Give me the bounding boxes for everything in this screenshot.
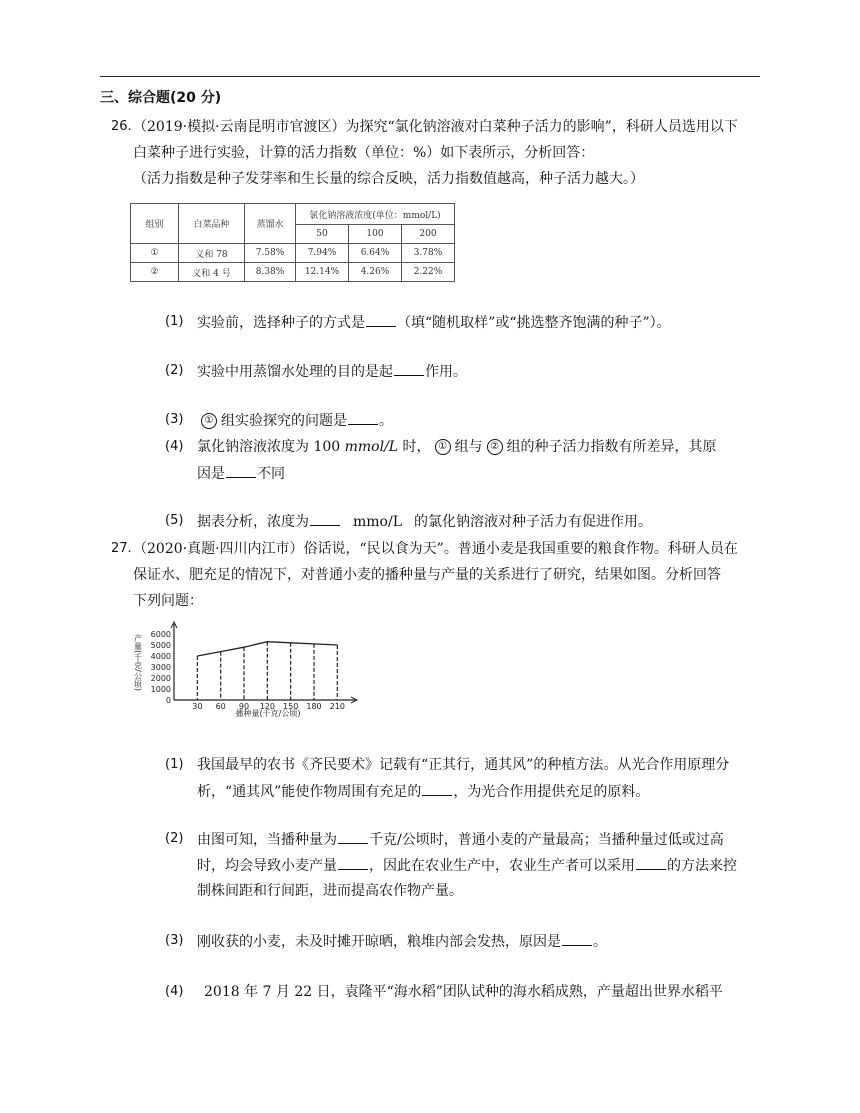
- q27-number: 27.: [111, 541, 132, 556]
- cell-v100: 6.64%: [349, 244, 402, 263]
- x-tick-label: 90: [238, 702, 250, 711]
- cell-water: 8.38%: [245, 263, 296, 282]
- q26-line2: 白菜种子进行实验，计算的活力指数（单位：%）如下表所示，分析回答：: [133, 145, 595, 161]
- cell-v200: 2.22%: [402, 263, 455, 282]
- th-water: 蒸馏水: [245, 204, 296, 244]
- yield-chart: [128, 620, 368, 720]
- answer-blank[interactable]: [348, 410, 378, 425]
- cell-v200: 3.78%: [402, 244, 455, 263]
- q27-sub3-number: (3): [165, 933, 184, 948]
- q26-sub3-number: (3): [165, 412, 184, 427]
- y-tick-label: 1000: [150, 685, 171, 694]
- chart-ylabel: 产量(千克/公顷): [133, 634, 143, 691]
- q27-line3: 下列问题：: [133, 593, 203, 609]
- table-row: [131, 244, 455, 263]
- cell-v50: 7.94%: [296, 244, 349, 263]
- y-tick-label: 2000: [150, 674, 171, 683]
- x-tick-label: 180: [306, 702, 322, 711]
- q26-sub5-text: 据表分析，浓度为 mmo/L 的氯化钠溶液对种子活力有促进作用。: [197, 511, 652, 532]
- q27-sub4-line1: 2018 年 7 月 22 日，袁隆平“海水稻”团队试种的海水稻成熟，产量超出世界水稻平: [204, 984, 723, 1000]
- q27-sub2-line3: 制株间距和行间距，进而提高农作物产量。: [197, 883, 463, 899]
- x-tick-label: 210: [329, 702, 345, 711]
- cell-variety: 义和 4 号: [179, 263, 245, 282]
- th-conc-200: 200: [402, 225, 455, 244]
- q26-sub4-line2: 因是 不同: [197, 463, 285, 484]
- cell-group: ①: [131, 244, 179, 263]
- table-row: [131, 263, 455, 282]
- q27-line2: 保证水、肥充足的情况下，对普通小麦的播种量与产量的关系进行了研究，结果如图。分析回答: [133, 567, 721, 583]
- y-tick-label: 6000: [150, 630, 171, 639]
- answer-blank[interactable]: [422, 781, 452, 796]
- th-nacl: 氯化钠溶液浓度(单位：mmol/L): [296, 204, 455, 225]
- section-title: 三、综合题(20 分): [100, 90, 222, 106]
- y-tick-label: 3000: [150, 663, 171, 672]
- q26-data-table: [130, 203, 455, 282]
- q27-sub3-text: 刚收获的小麦，未及时摊开晾晒，粮堆内部会发热，原因是 。: [197, 931, 607, 952]
- th-variety: 白菜品种: [179, 204, 245, 244]
- answer-blank[interactable]: [338, 855, 368, 870]
- q26-sub3-text: ① 组实验探究的问题是 。: [197, 410, 393, 431]
- x-tick-label: 120: [259, 702, 275, 711]
- x-tick-label: 30: [192, 702, 203, 711]
- answer-blank[interactable]: [394, 361, 424, 376]
- answer-blank[interactable]: [366, 312, 396, 327]
- q26-sub4-line1: 氯化钠溶液浓度为 100 mmol/L 时， ① 组与 ② 组的种子活力指数有所差异，其原: [197, 439, 717, 455]
- q26-sub1-number: (1): [165, 314, 184, 329]
- answer-blank[interactable]: [226, 463, 256, 478]
- q27-sub2-line2: 时，均会导致小麦产量 ，因此在农业生产中，农业生产者可以采用 的方法来控: [197, 855, 737, 876]
- answer-blank[interactable]: [636, 855, 666, 870]
- y-tick-label: 0: [165, 696, 171, 705]
- y-tick-label: 5000: [150, 641, 171, 650]
- th-group: 组别: [131, 204, 179, 244]
- cell-v50: 12.14%: [296, 263, 349, 282]
- q27-sub1-line1: 我国最早的农书《齐民要术》记载有“正其行，通其风”的种植方法。从光合作用原理分: [197, 757, 730, 773]
- circled-one: ①: [201, 413, 217, 429]
- x-tick-label: 60: [215, 702, 226, 711]
- q27-sub1-number: (1): [165, 757, 184, 772]
- answer-blank[interactable]: [338, 829, 368, 844]
- cell-group: ②: [131, 263, 179, 282]
- cell-variety: 义和 78: [179, 244, 245, 263]
- q26-line1: （2019·模拟·云南昆明市官渡区）为探究“氯化钠溶液对白菜种子活力的影响”，科研人员选用以下: [133, 119, 738, 135]
- th-conc-100: 100: [349, 225, 402, 244]
- q26-note: （活力指数是种子发芽率和生长量的综合反映，活力指数值越高，种子活力越大。）: [133, 171, 644, 187]
- x-tick-label: 150: [283, 702, 299, 711]
- circled-two: ②: [487, 439, 503, 455]
- answer-blank[interactable]: [310, 511, 340, 526]
- q27-sub1-line2: 析，“通其风”能使作物周围有充足的 ，为光合作用提供充足的原料。: [197, 781, 649, 802]
- q26-sub2-text: 实验中用蒸馏水处理的目的是起 作用。: [197, 361, 467, 382]
- answer-blank[interactable]: [562, 931, 592, 946]
- q26-number: 26.: [111, 119, 132, 134]
- unit-mmol: mmol/L: [344, 439, 399, 455]
- q26-sub5-number: (5): [165, 513, 184, 528]
- q26-sub4-number: (4): [165, 439, 184, 454]
- q26-sub1-text: 实验前，选择种子的方式是 （填“随机取样”或“挑选整齐饱满的种子”）。: [197, 312, 671, 333]
- top-rule: [100, 76, 760, 77]
- cell-water: 7.58%: [245, 244, 296, 263]
- q27-sub2-number: (2): [165, 831, 184, 846]
- q27-sub2-line1: 由图可知，当播种量为 千克/公顷时，普通小麦的产量最高；当播种量过低或过高: [197, 829, 724, 850]
- chart-xlabel: 播种量(千克/公顷): [235, 709, 301, 718]
- y-tick-label: 4000: [150, 652, 171, 661]
- q27-line1: （2020·真题·四川内江市）俗话说，“民以食为天”。普通小麦是我国重要的粮食作物。科研人员在: [133, 541, 738, 557]
- th-conc-50: 50: [296, 225, 349, 244]
- q26-sub2-number: (2): [165, 363, 184, 378]
- q27-sub4-number: (4): [165, 984, 184, 999]
- circled-one: ①: [435, 439, 451, 455]
- cell-v100: 4.26%: [349, 263, 402, 282]
